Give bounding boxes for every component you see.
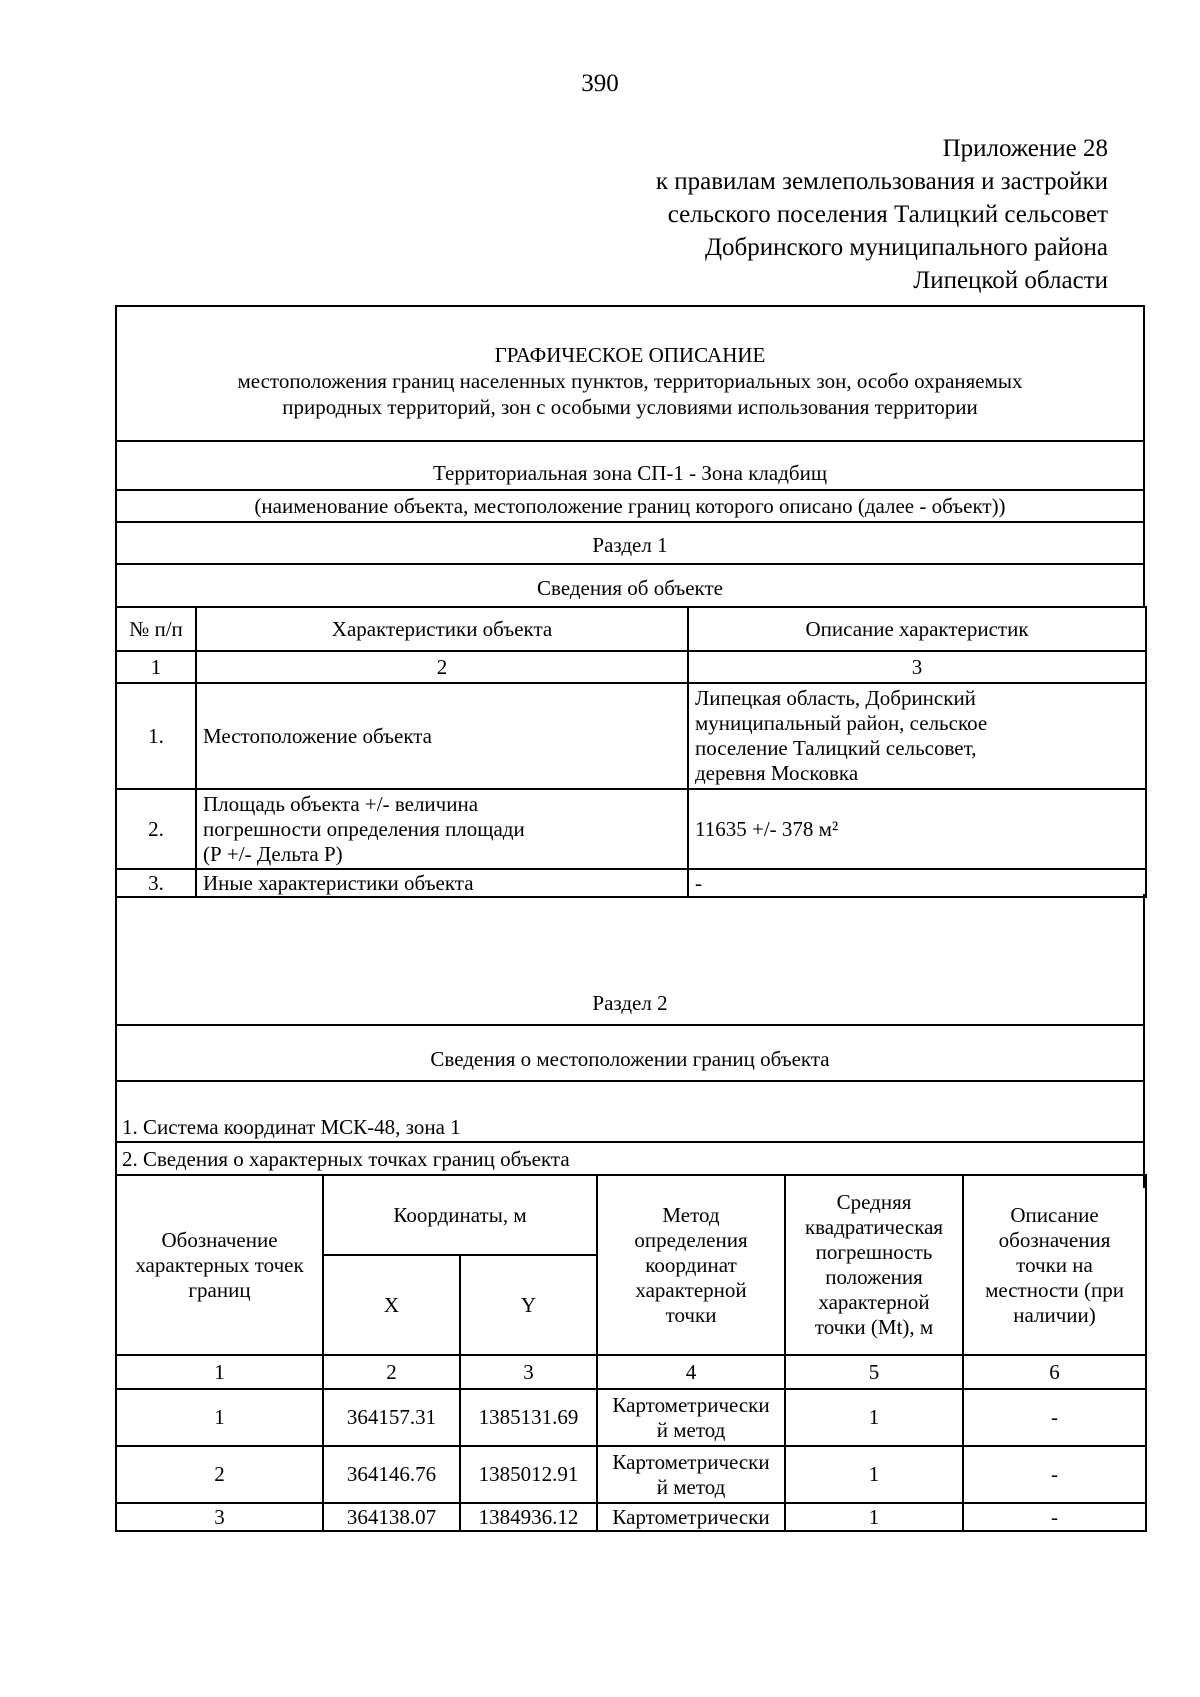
cell-line: Площадь объекта +/- величина <box>203 791 479 816</box>
header-line: точки (Mt), м <box>814 1315 934 1339</box>
appendix-line: сельского поселения Талицкий сельсовет <box>667 201 1108 228</box>
cell-line: й метод <box>656 1474 726 1499</box>
boundary-points-table <box>115 1174 1147 1532</box>
row-number: 2. <box>116 789 196 869</box>
page-number: 390 <box>581 70 619 97</box>
appendix-line: Липецкой области <box>913 267 1108 294</box>
column-header-y: Y <box>460 1255 597 1355</box>
point-method <box>597 1446 785 1503</box>
cell-line: Местоположение объекта <box>203 723 433 748</box>
section1-subtitle: Сведения об объекте <box>537 576 723 600</box>
point-y: 1385012.91 <box>460 1446 597 1503</box>
column-header-method <box>597 1175 785 1355</box>
column-number: 1 <box>116 651 196 683</box>
column-header-designation <box>116 1175 323 1355</box>
point-method <box>597 1503 785 1531</box>
divider <box>115 1024 1145 1026</box>
point-x: 364138.07 <box>323 1503 460 1531</box>
cell-line: - <box>695 870 702 895</box>
description-cell <box>688 789 1146 869</box>
cell-line: муниципальный район, сельское <box>695 711 988 735</box>
column-header: Характеристики объекта <box>196 607 688 651</box>
table-header-row <box>116 607 1146 651</box>
column-number: 3 <box>460 1355 597 1389</box>
header-line: точки <box>665 1302 717 1327</box>
header-line: координат <box>645 1252 737 1277</box>
header-line: характерной <box>635 1277 747 1302</box>
appendix-line: Приложение 28 <box>942 135 1108 162</box>
cell-line: Картометрически <box>612 1449 770 1474</box>
section1-title: Раздел 1 <box>592 533 668 557</box>
divider <box>115 563 1145 565</box>
table-row <box>116 1446 1146 1503</box>
header-line: наличии) <box>1013 1302 1096 1327</box>
coordinate-system: 1. Система координат МСК-48, зона 1 <box>122 1115 461 1139</box>
doc-subtitle: природных территорий, зон с особыми условиями использования территории <box>282 395 978 419</box>
row-number: 1. <box>116 683 196 789</box>
header-line: Описание <box>1010 1202 1099 1227</box>
column-number: 1 <box>116 1355 323 1389</box>
cell-line: Картометрически <box>612 1504 770 1529</box>
cell-line: 11635 +/- 378 м² <box>695 816 839 841</box>
column-header: № п/п <box>116 607 196 651</box>
characteristic-cell <box>196 789 688 869</box>
cell-line: поселение Талицкий сельсовет, <box>695 736 977 760</box>
point-y: 1384936.12 <box>460 1503 597 1531</box>
header-line: положения <box>825 1265 923 1289</box>
header-line: границ <box>188 1277 251 1302</box>
cell-line: й метод <box>656 1417 726 1442</box>
table-row <box>116 869 1146 897</box>
table-row <box>116 1503 1146 1531</box>
point-method <box>597 1389 785 1446</box>
appendix-header <box>656 132 1108 297</box>
cell-line: погрешности определения площади <box>203 816 525 841</box>
column-number: 2 <box>196 651 688 683</box>
point-description: - <box>963 1389 1146 1446</box>
column-number: 4 <box>597 1355 785 1389</box>
appendix-line: к правилам землепользования и застройки <box>655 168 1108 195</box>
characteristic-cell <box>196 683 688 789</box>
points-heading: 2. Сведения о характерных точках границ объекта <box>122 1147 570 1171</box>
divider <box>115 489 1145 491</box>
description-cell <box>688 869 1146 897</box>
point-mt: 1 <box>785 1503 963 1531</box>
description-cell <box>688 683 1146 789</box>
section2-subtitle: Сведения о местоположении границ объекта <box>430 1047 830 1071</box>
point-description: - <box>963 1446 1146 1503</box>
appendix-line: Добринского муниципального района <box>704 234 1108 261</box>
column-number-row <box>116 1355 1146 1389</box>
divider <box>115 521 1145 523</box>
cell-line: деревня Московка <box>695 761 859 785</box>
point-mt: 1 <box>785 1389 963 1446</box>
cell-line: Липецкая область, Добринский <box>695 686 976 710</box>
header-line: погрешность <box>815 1240 933 1264</box>
table-header-row <box>116 1175 1146 1255</box>
header-line: Обозначение <box>161 1227 278 1252</box>
point-id: 3 <box>116 1503 323 1531</box>
object-info-table <box>115 606 1147 898</box>
header-line: характерной <box>818 1290 930 1314</box>
column-header: Описание характеристик <box>688 607 1146 651</box>
object-caption: (наименование объекта, местоположение границ которого описано (далее - объект)) <box>254 494 1006 518</box>
document-frame-middle <box>115 894 1145 1188</box>
column-number: 5 <box>785 1355 963 1389</box>
point-y: 1385131.69 <box>460 1389 597 1446</box>
header-line: квадратическая <box>804 1215 944 1239</box>
divider <box>115 1141 1145 1143</box>
point-x: 364157.31 <box>323 1389 460 1446</box>
column-number-row <box>116 651 1146 683</box>
table-row <box>116 789 1146 869</box>
divider <box>115 440 1145 442</box>
divider <box>115 1080 1145 1082</box>
column-header-coordinates: Координаты, м <box>323 1175 597 1255</box>
header-line: характерных точек <box>135 1252 304 1277</box>
point-description: - <box>963 1503 1146 1531</box>
cell-line: Картометрически <box>612 1392 770 1417</box>
column-number: 2 <box>323 1355 460 1389</box>
table-row <box>116 1389 1146 1446</box>
header-line: точки на <box>1016 1252 1093 1277</box>
row-number: 3. <box>116 869 196 897</box>
cell-line: Иные характеристики объекта <box>203 870 474 895</box>
cell-line: (Р +/- Дельта Р) <box>203 841 343 866</box>
doc-subtitle: местоположения границ населенных пунктов, территориальных зон, особо охраняемых <box>237 369 1023 393</box>
header-line: Метод <box>662 1202 720 1227</box>
column-number: 6 <box>963 1355 1146 1389</box>
header-line: обозначения <box>998 1227 1111 1252</box>
column-number: 3 <box>688 651 1146 683</box>
doc-title: ГРАФИЧЕСКОЕ ОПИСАНИЕ <box>494 343 766 367</box>
section2-title: Раздел 2 <box>592 991 668 1015</box>
table-row <box>116 683 1146 789</box>
column-header-error <box>785 1175 963 1355</box>
point-id: 2 <box>116 1446 323 1503</box>
point-x: 364146.76 <box>323 1446 460 1503</box>
point-mt: 1 <box>785 1446 963 1503</box>
header-line: местности (при <box>985 1277 1124 1302</box>
column-header-x: X <box>323 1255 460 1355</box>
column-header-description <box>963 1175 1146 1355</box>
divider <box>115 305 1145 307</box>
header-line: Средняя <box>836 1190 912 1214</box>
point-id: 1 <box>116 1389 323 1446</box>
header-line: определения <box>634 1227 748 1252</box>
object-name: Территориальная зона СП-1 - Зона кладбищ <box>432 461 827 485</box>
characteristic-cell <box>196 869 688 897</box>
